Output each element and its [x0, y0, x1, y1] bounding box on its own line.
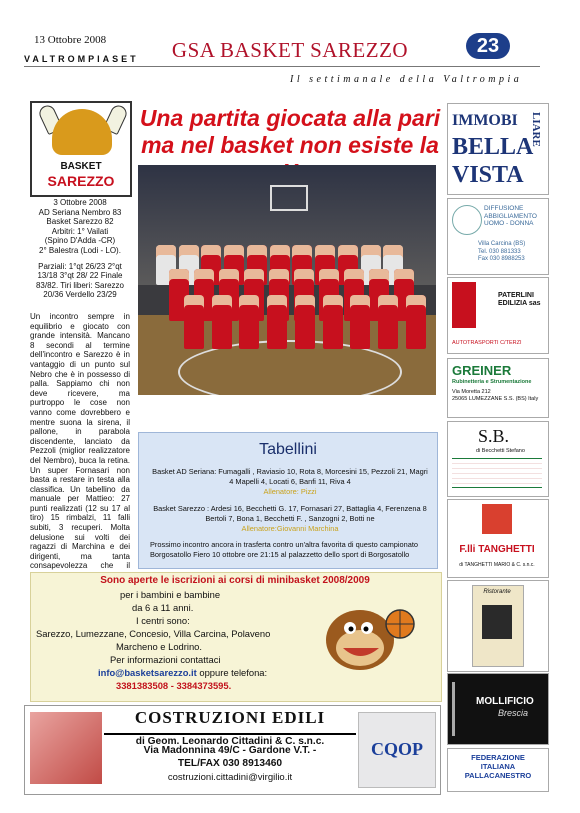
header-divider — [24, 66, 540, 67]
ad-mollificio[interactable] — [447, 673, 549, 745]
next-match: Prossimo incontro ancora in trasferta contro un'altra favorita di questo campionato Borgosatollo Fiero 10 ottobre ore 21:15 al palazzetto dello sport di Borgosatollo — [150, 539, 419, 559]
minibasket-l1: per i bambini e bambine — [120, 589, 221, 600]
ad-paterlini[interactable] — [447, 277, 549, 354]
taz-cartoon-icon — [305, 590, 420, 685]
ad-fip-line-1: FEDERAZIONE — [471, 753, 525, 762]
ad-immobiliare-text-3: BELLA — [452, 134, 534, 160]
sarezzo-coach: Allenatore:Giovanni Marchina — [241, 523, 339, 533]
ad-immobiliare-text-4: VISTA — [452, 162, 524, 188]
ad-fip-line-2: ITALIANA — [480, 762, 516, 771]
issue-date: 13 Ottobre 2008 — [34, 34, 107, 46]
ad-magia-line-1: DIFFUSIONE — [484, 205, 524, 212]
page-number: 23 — [466, 33, 510, 59]
team-photo — [138, 165, 436, 395]
player-figure — [406, 295, 426, 349]
ad-magia-line-3: UOMO - DONNA — [484, 220, 534, 227]
sarezzo-lineup: Basket Sarezzo : Ardesi 16, Becchetti G. 17, Fornasari 27, Battaglia 4, Ferenzena 8 Bertoli 7, Bona 1, Becchetti F. , Sanzogni 2, Botti ne — [153, 504, 427, 524]
ad-immobiliare-bella-vista[interactable] — [447, 103, 549, 195]
player-figure — [295, 295, 315, 349]
ad-tanghetti[interactable] — [447, 499, 549, 578]
player-figure — [239, 295, 259, 349]
viking-helmet-icon — [52, 109, 112, 155]
ad-greiner-address: Via Moretta 212 — [452, 389, 491, 395]
minibasket-l6: Per informazioni contattaci — [110, 654, 221, 665]
score-away: Basket Sarezzo 82 — [46, 217, 114, 227]
basket-backboard-icon — [270, 185, 308, 211]
minibasket-l7: oppure telefona: — [196, 667, 268, 678]
cqop-text: CQOP — [371, 739, 423, 759]
ad-magia[interactable] — [447, 198, 549, 275]
minibasket-l5: Marcheno e Lodrino. — [116, 641, 202, 652]
cittadini-phone: TEL/FAX 030 8913460 — [177, 758, 283, 769]
ad-mollificio-title: MOLLIFICIO — [476, 696, 534, 707]
ad-paterlini-title: PATERLINI — [498, 292, 534, 299]
ad-fip-line-3: PALLACANESTRO — [464, 771, 532, 780]
ad-sb[interactable] — [447, 421, 549, 497]
tabellini-title: Tabellini — [259, 441, 317, 458]
ad-greiner-title: GREINER — [452, 363, 512, 378]
seriana-lineup: Basket AD Seriana: Fumagalli , Raviasio 10, Rota 8, Morcesini 15, Pezzoli 21, Magri 4 Mapelli 4, Locati 6, Banfi 11, Riva 4 — [152, 467, 428, 486]
ad-greiner-city: 25065 LUMEZZANE S.S. (BS) Italy — [452, 395, 539, 402]
headline-line-2: ma nel basket non esiste la — [141, 132, 439, 158]
newspaper-brand: VALTROMPIASET — [24, 54, 139, 64]
headline-line-1: Una partita giocata alla pari — [139, 105, 441, 131]
tagline: Il settimanale della Valtrompia — [290, 74, 523, 85]
referee-1: Arbitri: 1° Vailati — [51, 226, 109, 236]
player-figure — [267, 295, 287, 349]
ad-magia-line-4: Villa Carcina (BS) — [478, 241, 526, 247]
score-home: AD Seriana Nembro 83 — [38, 207, 122, 217]
ad-magia-line-2: ABBIGLIAMENTO — [484, 212, 537, 220]
player-figure — [378, 295, 398, 349]
logo-text-sarezzo: SAREZZO — [47, 173, 115, 189]
ad-paterlini-subtitle: EDILIZIA sas — [498, 300, 541, 307]
ad-mollificio-city: Brescia — [498, 708, 529, 718]
ad-magia-line-6: Fax 030 8988253 — [478, 256, 525, 262]
logo-text-basket: BASKET — [60, 161, 102, 172]
minibasket-l3: I centri sono: — [136, 615, 190, 626]
team-players — [150, 245, 422, 355]
referee-1-city: (Spino D'Adda -CR) — [44, 236, 116, 246]
ad-fip[interactable] — [447, 748, 549, 792]
player-figure — [212, 295, 232, 349]
cittadini-email[interactable]: costruzioni.cittadini@virgilio.it — [167, 772, 293, 783]
minibasket-phones: 3381383508 - 3384373595. — [116, 680, 232, 691]
partial-scores: Parziali: 1°qt 26/23 2°qt 13/18 3°qt 28/ 22 Finale 83/82. Tiri liberi: Sarezzo 20/36 Verdello 23/29 — [35, 261, 125, 300]
cqop-badge — [358, 712, 436, 788]
building-image — [30, 712, 102, 784]
seriana-coach: Allenatore: Pizzi — [263, 486, 317, 496]
player-figure — [184, 295, 204, 349]
minibasket-l4: Sarezzo, Lumezzane, Concesio, Villa Carcina, Polaveno — [36, 628, 271, 639]
minibasket-email[interactable]: info@basketsarezzo.it — [98, 667, 197, 678]
basket-sarezzo-logo — [30, 101, 132, 197]
ad-ristorante[interactable] — [447, 580, 549, 672]
ad-greiner-subtitle: Rubinetteria e Strumentazione — [452, 379, 532, 385]
cittadini-address: Via Madonnina 49/C - Gardone V.T. - — [143, 745, 317, 756]
minibasket-body — [36, 588, 310, 692]
match-summary — [30, 198, 130, 300]
ad-sb-subtitle: di Becchetti Stefano — [476, 448, 525, 454]
ad-magia-line-5: Tel. 030 881333 — [478, 248, 521, 255]
match-article: Un incontro sempre in equilibrio e giocato con grande intensità. Mancano 8 secondi al termine dell'incontro e Sarezzo è in vantaggio di un punto sul Nebro che è in possesso di palla. Sappiamo chi non deve ricevere, ma purtroppo le cose non vanno come dovrebbero e mentre suona la sirena, il pallone, in parabola discendente, lanciato da Pezzoli (miglior realizzatore del Nembro), buca la retina. Un super Fornasari non basta a restare in testa alla classifica. Un tabellino da manuale per Mattieo: 27 punti realizzati (12 su 17 al tiro) 15 rimbalzi, 11 falli subiti, 3 recuperi. Molta delusione sui volti dei ragazzi di Marchina e dei dirigenti, ma tanta consapevolezza che il — [30, 312, 130, 571]
page-title: GSA BASKET SAREZZO — [171, 38, 409, 62]
tabellini-body — [150, 467, 430, 559]
minibasket-title: Sono aperte le iscrizioni ai corsi di minibasket 2008/2009 — [100, 575, 370, 586]
ad-immobiliare-text-2: LIARE — [530, 112, 542, 147]
cittadini-company: di Geom. Leonardo Cittadini & C. s.n.c. — [104, 733, 356, 747]
ad-ristorante-title: Ristorante — [483, 589, 511, 595]
minibasket-l2: da 6 a 11 anni. — [132, 602, 194, 613]
ad-tanghetti-title: F.lli TANGHETTI — [459, 544, 535, 555]
ad-sb-title: S.B. — [478, 426, 510, 446]
player-figure — [323, 295, 343, 349]
referee-2: 2° Balestra (Lodi - LO). — [39, 245, 121, 255]
ad-tanghetti-subtitle: di TANGHETTI MARIO & C. s.n.c. — [459, 562, 535, 568]
player-figure — [350, 295, 370, 349]
cittadini-title: COSTRUZIONI EDILI — [134, 708, 326, 727]
ad-paterlini-footer: AUTOTRASPORTI C/TERZI — [452, 340, 522, 346]
ad-immobiliare-text-1: IMMOBI — [452, 112, 518, 129]
match-date: 3 Ottobre 2008 — [53, 198, 107, 207]
ad-greiner[interactable] — [447, 358, 549, 418]
